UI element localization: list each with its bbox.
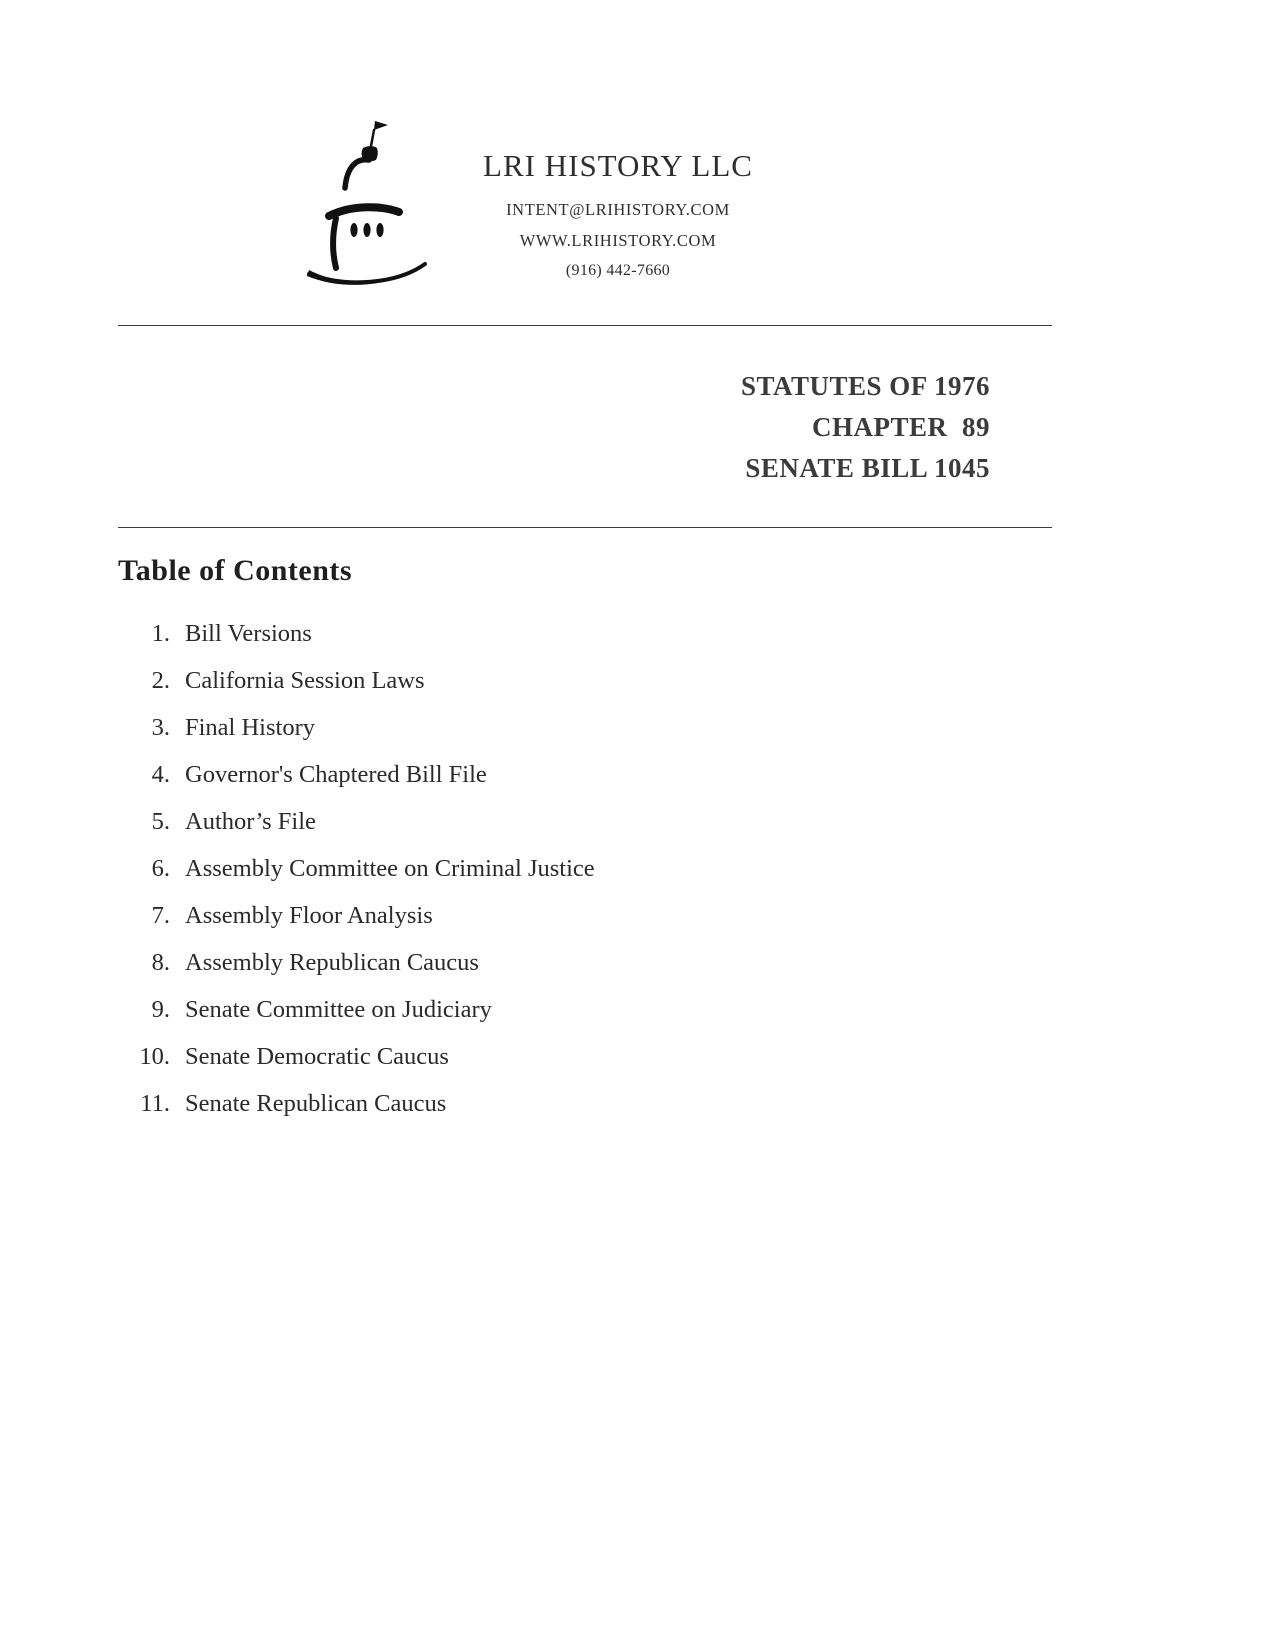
toc-item <box>118 949 595 996</box>
toc-item-label: Senate Democratic Caucus <box>185 1043 449 1070</box>
toc-item-number: 6. <box>151 855 170 882</box>
toc-item <box>118 855 595 902</box>
toc-item <box>118 667 595 714</box>
toc-title: Table of Contents <box>118 554 353 587</box>
toc-item-number: 5. <box>151 808 170 835</box>
toc-item-label: Assembly Committee on Criminal Justice <box>185 855 595 882</box>
horizontal-rule-bottom <box>118 527 1052 528</box>
toc-item-label: Governor's Chaptered Bill File <box>185 761 487 788</box>
toc-item-number: 7. <box>151 902 170 929</box>
toc-item <box>118 808 595 855</box>
company-website: WWW.LRIHISTORY.COM <box>519 231 717 250</box>
toc-item-label: California Session Laws <box>185 667 425 694</box>
toc-item <box>118 620 595 667</box>
statute-heading-block <box>741 366 990 489</box>
toc-item-number: 2. <box>151 667 170 694</box>
statutes-of-line: STATUTES OF 1976 <box>740 371 990 401</box>
capitol-dome-drawing <box>295 118 445 293</box>
capitol-logo-icon <box>295 118 445 293</box>
company-name: LRI HISTORY LLC <box>483 148 753 183</box>
toc-item-number: 11. <box>140 1090 170 1117</box>
company-phone: (916) 442-7660 <box>565 262 671 279</box>
toc-item-label: Final History <box>185 714 315 741</box>
toc-item-label: Assembly Republican Caucus <box>185 949 479 976</box>
letterhead <box>295 118 773 293</box>
toc-item-label: Senate Committee on Judiciary <box>185 996 492 1023</box>
toc-item <box>118 996 595 1043</box>
toc-item-number: 1. <box>151 620 170 647</box>
toc-item-label: Author’s File <box>185 808 316 835</box>
toc-item-label: Assembly Floor Analysis <box>185 902 433 929</box>
letterhead-text <box>463 118 773 280</box>
toc-item <box>118 902 595 949</box>
senate-bill-line: SENATE BILL 1045 <box>745 453 990 483</box>
toc-item-label: Senate Republican Caucus <box>185 1090 447 1117</box>
toc-item-number: 9. <box>151 996 170 1023</box>
toc-item <box>118 1090 595 1137</box>
chapter-line: CHAPTER 89 <box>811 412 990 442</box>
horizontal-rule-top <box>118 325 1052 326</box>
toc-item <box>118 761 595 808</box>
toc-item-number: 4. <box>151 761 170 788</box>
toc-item-label: Bill Versions <box>185 620 312 647</box>
toc-item-number: 8. <box>151 949 170 976</box>
toc-list <box>118 620 595 1137</box>
company-email: INTENT@LRIHISTORY.COM <box>506 200 730 219</box>
toc-item-number: 10. <box>139 1043 170 1070</box>
toc-item-number: 3. <box>151 714 170 741</box>
toc-item <box>118 714 595 761</box>
toc-item <box>118 1043 595 1090</box>
